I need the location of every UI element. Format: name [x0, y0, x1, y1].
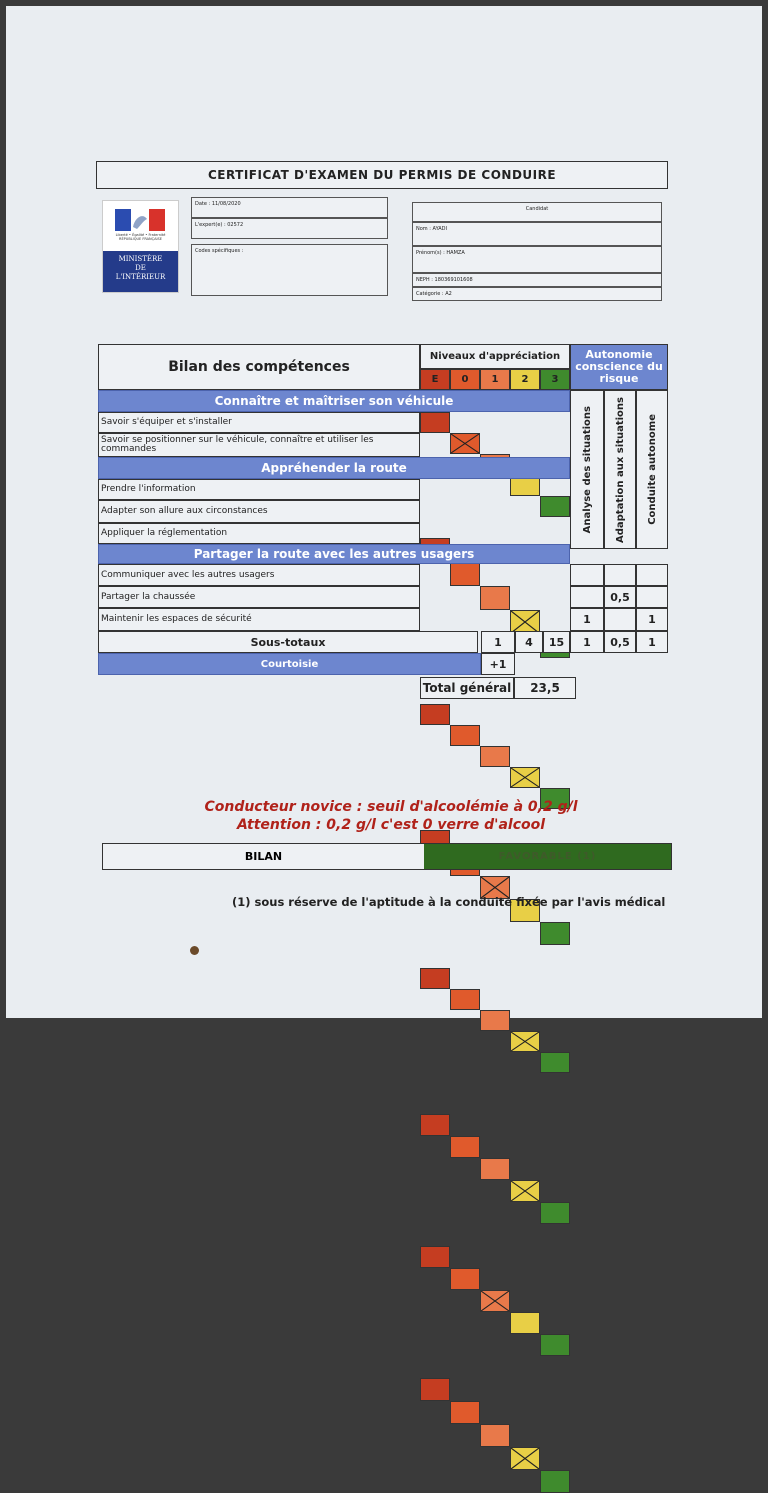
level-cell	[420, 1378, 450, 1401]
exam-expert: L'expert(e) : 02572	[191, 218, 388, 239]
level-cell	[510, 1031, 540, 1052]
autonomy-cell-analyse	[570, 586, 604, 608]
level-cell	[450, 562, 480, 586]
level-cell	[450, 1136, 480, 1158]
courtoisie-label: Courtoisie	[98, 653, 481, 675]
competence-row-3: Adapter son allure aux circonstances	[98, 500, 420, 523]
ministry-line-3: L'INTÉRIEUR	[115, 273, 166, 281]
candidate-heading: Candidat	[412, 202, 662, 222]
autonomy-col-adaptation-label: Adaptation aux situations	[614, 396, 626, 543]
autonomy-cell-conduite	[636, 564, 668, 586]
autonomy-cell-adaptation	[604, 564, 636, 586]
autonomy-cell-adaptation: 0,5	[604, 586, 636, 608]
level-cell	[420, 1246, 450, 1268]
total-label: Total général	[420, 677, 514, 699]
motto-text: Liberté • Égalité • Fraternité	[115, 233, 166, 237]
marianne-flag-icon	[115, 209, 165, 231]
ministry-logo	[102, 200, 179, 293]
level-cell	[420, 1114, 450, 1136]
autonomy-cell-analyse	[570, 564, 604, 586]
level-cell	[480, 1158, 510, 1180]
autonomy-col-analyse	[570, 390, 604, 549]
competence-row-5: Communiquer avec les autres usagers	[98, 564, 420, 586]
subtotals-label: Sous-totaux	[98, 631, 478, 653]
section-band-0: Connaître et maîtriser son véhicule	[98, 390, 570, 412]
republic-text: RÉPUBLIQUE FRANÇAISE	[119, 237, 162, 241]
level-cell	[420, 412, 450, 433]
level-cell	[540, 1470, 570, 1493]
footnote: (1) sous réserve de l'aptitude à la conduite fixée par l'avis médical	[232, 895, 666, 909]
courtoisie-value: +1	[481, 653, 515, 675]
warning-line-1: Conducteur novice : seuil d'alcoolémie à 0,2 g/l	[204, 799, 578, 815]
page-title: CERTIFICAT D'EXAMEN DU PERMIS DE CONDUIRE	[96, 161, 668, 189]
level-cell	[420, 704, 450, 725]
autonomy-col-adaptation	[604, 390, 636, 549]
candidate-neph: NEPH : 180369101608	[412, 273, 662, 287]
level-cell	[510, 1180, 540, 1202]
certificate-sheet	[6, 6, 762, 1018]
level-cell	[480, 1010, 510, 1031]
total-value: 23,5	[514, 677, 576, 699]
level-cell	[480, 1290, 510, 1312]
exam-date: Date : 11/08/2020	[191, 197, 388, 218]
subtotal-value-3: 1	[570, 631, 604, 653]
autonomy-cell-conduite	[636, 586, 668, 608]
level-cell	[540, 1334, 570, 1356]
cross-mark-icon	[511, 1448, 539, 1469]
levels-heading: Niveaux d'appréciation	[420, 344, 570, 369]
competence-row-4: Appliquer la réglementation	[98, 523, 420, 544]
cross-mark-icon	[481, 1291, 509, 1311]
level-head-4: 3	[540, 369, 570, 390]
competence-row-7: Maintenir les espaces de sécurité	[98, 608, 420, 631]
candidate-categorie: Catégorie : A2	[412, 287, 662, 301]
section-band-2: Partager la route avec les autres usagers	[98, 544, 570, 564]
level-cell	[480, 586, 510, 610]
level-cell	[450, 1401, 480, 1424]
ministry-name	[103, 251, 178, 292]
level-cell	[450, 433, 480, 454]
level-cell	[510, 1312, 540, 1334]
warning-line-2: Attention : 0,2 g/l c'est 0 verre d'alcool	[236, 817, 546, 833]
cross-mark-icon	[511, 1181, 539, 1201]
competence-row-1: Savoir se positionner sur le véhicule, connaître et utiliser les commandes	[98, 433, 420, 457]
competence-row-0: Savoir s'équiper et s'installer	[98, 412, 420, 433]
cross-mark-icon	[511, 1032, 539, 1051]
level-cell	[450, 989, 480, 1010]
bilan-value: FAVORABLE (1)	[424, 844, 671, 869]
level-head-2: 1	[480, 369, 510, 390]
autonomy-col-conduite	[636, 390, 668, 549]
subtotal-value-5: 1	[636, 631, 668, 653]
level-head-0: E	[420, 369, 450, 390]
level-cell	[540, 922, 570, 945]
level-cell	[450, 1268, 480, 1290]
competence-row-2: Prendre l'information	[98, 479, 420, 500]
paper-stain	[190, 946, 199, 955]
level-cell	[510, 1447, 540, 1470]
competence-grid	[98, 344, 668, 695]
level-cell	[480, 746, 510, 767]
ministry-line-1: MINISTÈRE	[118, 255, 163, 263]
level-head-3: 2	[510, 369, 540, 390]
subtotal-value-2: 15	[543, 631, 570, 653]
cross-mark-icon	[451, 434, 479, 453]
level-cell	[420, 968, 450, 989]
level-cell	[480, 1424, 510, 1447]
level-head-1: 0	[450, 369, 480, 390]
level-cell	[540, 496, 570, 517]
level-cell	[510, 767, 540, 788]
autonomy-cell-analyse: 1	[570, 608, 604, 631]
section-band-1: Appréhender la route	[98, 457, 570, 479]
bilan-box	[102, 843, 672, 870]
autonomy-cell-adaptation	[604, 608, 636, 631]
candidate-prenom: Prénom(s) : HAMZA	[412, 246, 662, 273]
level-cell	[540, 1202, 570, 1224]
level-cell	[540, 1052, 570, 1073]
grid-heading: Bilan des compétences	[98, 344, 420, 390]
subtotal-value-4: 0,5	[604, 631, 636, 653]
candidate-nom: Nom : AYADI	[412, 222, 662, 246]
autonomy-heading: Autonomie conscience du risque	[570, 344, 668, 390]
cross-mark-icon	[511, 611, 539, 633]
ministry-line-2: DE	[135, 264, 146, 272]
autonomy-col-conduite-label: Conduite autonome	[646, 414, 658, 525]
subtotal-value-1: 4	[515, 631, 543, 653]
cross-mark-icon	[511, 768, 539, 787]
subtotal-value-0: 1	[481, 631, 515, 653]
republic-motto	[107, 233, 174, 241]
competence-row-6: Partager la chaussée	[98, 586, 420, 608]
autonomy-col-analyse-label: Analyse des situations	[581, 405, 593, 534]
exam-codes: Codes spécifiques :	[191, 244, 388, 296]
bilan-label: BILAN	[103, 844, 424, 869]
autonomy-cell-conduite: 1	[636, 608, 668, 631]
level-cell	[450, 725, 480, 746]
